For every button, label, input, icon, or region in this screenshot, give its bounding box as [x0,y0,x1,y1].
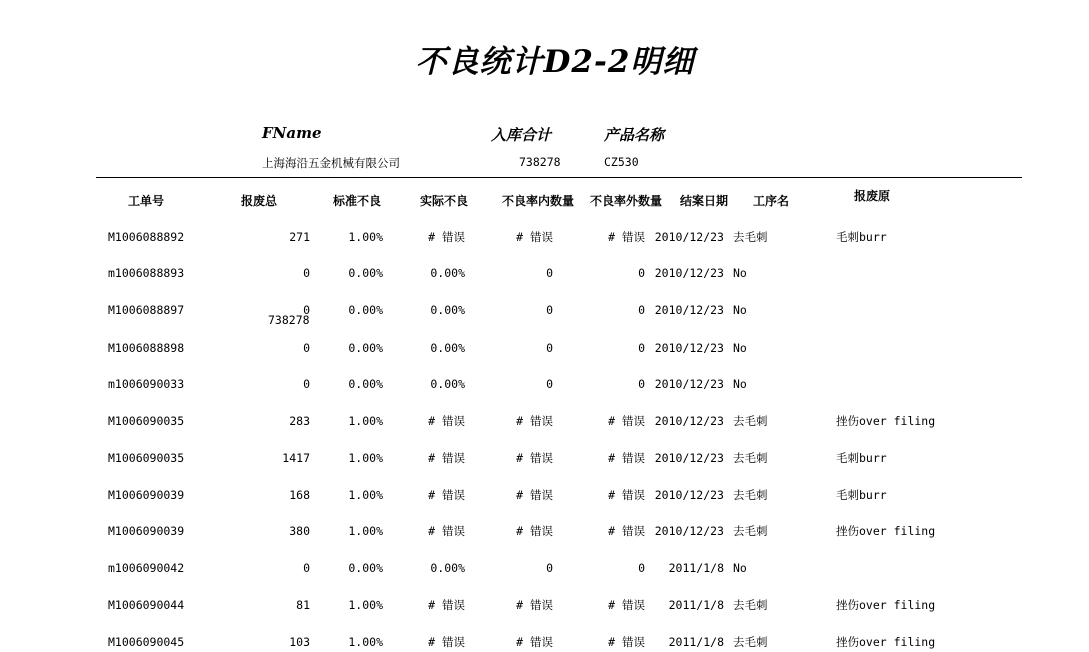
table-row [0,595,1089,615]
within-rate-qty-cell: 0 [546,266,553,280]
order-cell: M1006090035 [108,414,185,428]
table-row [0,374,1089,394]
table-row [0,558,1089,578]
standard-defect-cell: 0.00% [348,303,383,317]
actual-defect-cell: 0.00% [430,561,465,575]
actual-defect-cell: # 错误 [428,635,465,649]
actual-defect-cell: # 错误 [428,524,465,538]
within-rate-qty-cell: # 错误 [516,230,553,244]
order-cell: M1006090039 [108,524,185,538]
scrap-total-cell: 103 [289,635,310,649]
close-date-cell: 2011/1/8 [668,635,724,649]
order-cell: M1006088892 [108,230,185,244]
column-header-standard-defect: 标准不良 [333,194,382,208]
product-label: 产品名称 [604,126,665,144]
scrap-reason-cell: 挫伤over filing [836,414,936,428]
process-cell: 去毛刺 [733,414,768,428]
process-cell: 去毛刺 [733,488,768,502]
actual-defect-cell: # 错误 [428,488,465,502]
outside-rate-qty-cell: # 错误 [608,451,645,465]
column-header-order: 工单号 [128,194,165,208]
table-row [0,300,1089,320]
close-date-cell: 2010/12/23 [654,451,724,465]
close-date-cell: 2010/12/23 [654,414,724,428]
scrap-total-cell: 0 [303,341,310,355]
close-date-cell: 2011/1/8 [668,561,724,575]
outside-rate-qty-cell: 0 [638,377,645,391]
table-row [0,632,1089,652]
fname-label: FName [262,124,322,142]
scrap-total-cell: 0 [303,303,310,317]
scrap-total-cell: 81 [296,598,310,612]
process-cell: 去毛刺 [733,451,768,465]
standard-defect-cell: 1.00% [348,230,383,244]
close-date-cell: 2010/12/23 [654,341,724,355]
column-header-process: 工序名 [753,194,790,208]
within-rate-qty-cell: 0 [546,303,553,317]
outside-rate-qty-cell: # 错误 [608,414,645,428]
order-cell: M1006090035 [108,451,185,465]
within-rate-qty-cell: 0 [546,377,553,391]
scrap-reason-cell: 挫伤over filing [836,524,936,538]
actual-defect-cell: # 错误 [428,230,465,244]
header-divider [96,177,1022,178]
within-rate-qty-cell: # 错误 [516,488,553,502]
order-cell: M1006090044 [108,598,185,612]
scrap-reason-cell: 挫伤over filing [836,635,936,649]
process-cell: No [733,341,747,355]
table-row [0,448,1089,468]
total-value: 738278 [519,155,561,169]
process-cell: No [733,561,747,575]
within-rate-qty-cell: # 错误 [516,524,553,538]
product-value: CZ530 [604,155,639,169]
close-date-cell: 2010/12/23 [654,303,724,317]
standard-defect-cell: 0.00% [348,561,383,575]
standard-defect-cell: 1.00% [348,451,383,465]
standard-defect-cell: 1.00% [348,635,383,649]
standard-defect-cell: 1.00% [348,524,383,538]
standard-defect-cell: 1.00% [348,598,383,612]
within-rate-qty-cell: 0 [546,561,553,575]
scrap-total-cell: 0 [303,561,310,575]
scrap-total-cell: 283 [289,414,310,428]
within-rate-qty-cell: # 错误 [516,451,553,465]
scrap-total-cell: 168 [289,488,310,502]
overlay-total-value: 738278 [268,313,310,327]
report-title: 不良统计D2-2明细 [415,44,695,80]
actual-defect-cell: 0.00% [430,303,465,317]
standard-defect-cell: 0.00% [348,266,383,280]
standard-defect-cell: 0.00% [348,377,383,391]
scrap-total-cell: 380 [289,524,310,538]
close-date-cell: 2010/12/23 [654,488,724,502]
table-row [0,263,1089,283]
order-cell: M1006088897 [108,303,185,317]
scrap-total-cell: 1417 [282,451,310,465]
scrap-total-cell: 0 [303,377,310,391]
outside-rate-qty-cell: # 错误 [608,635,645,649]
scrap-reason-cell: 毛刺burr [836,451,887,465]
actual-defect-cell: # 错误 [428,598,465,612]
process-cell: 去毛刺 [733,635,768,649]
actual-defect-cell: 0.00% [430,266,465,280]
order-cell: M1006088898 [108,341,185,355]
within-rate-qty-cell: # 错误 [516,414,553,428]
outside-rate-qty-cell: # 错误 [608,230,645,244]
actual-defect-cell: # 错误 [428,451,465,465]
within-rate-qty-cell: 0 [546,341,553,355]
outside-rate-qty-cell: 0 [638,341,645,355]
outside-rate-qty-cell: # 错误 [608,598,645,612]
scrap-total-cell: 271 [289,230,310,244]
process-cell: No [733,303,747,317]
outside-rate-qty-cell: 0 [638,303,645,317]
order-cell: M1006090045 [108,635,185,649]
process-cell: No [733,266,747,280]
total-label: 入库合计 [491,126,552,144]
close-date-cell: 2011/1/8 [668,598,724,612]
close-date-cell: 2010/12/23 [654,377,724,391]
column-header-outside-rate-qty: 不良率外数量 [590,194,663,208]
close-date-cell: 2010/12/23 [654,266,724,280]
standard-defect-cell: 1.00% [348,414,383,428]
actual-defect-cell: 0.00% [430,341,465,355]
within-rate-qty-cell: # 错误 [516,635,553,649]
outside-rate-qty-cell: 0 [638,561,645,575]
column-header-close-date: 结案日期 [680,194,729,208]
column-header-scrap-reason: 报废原 [854,189,891,203]
column-header-scrap-total: 报废总 [241,194,278,208]
table-row [0,485,1089,505]
process-cell: No [733,377,747,391]
process-cell: 去毛刺 [733,524,768,538]
table-row [0,338,1089,358]
order-cell: M1006090039 [108,488,185,502]
standard-defect-cell: 1.00% [348,488,383,502]
process-cell: 去毛刺 [733,230,768,244]
process-cell: 去毛刺 [733,598,768,612]
scrap-total-cell: 0 [303,266,310,280]
table-row [0,227,1089,247]
table-row [0,411,1089,431]
outside-rate-qty-cell: # 错误 [608,488,645,502]
scrap-reason-cell: 毛刺burr [836,230,887,244]
order-cell: m1006088893 [108,266,185,280]
scrap-reason-cell: 毛刺burr [836,488,887,502]
scrap-reason-cell: 挫伤over filing [836,598,936,612]
outside-rate-qty-cell: 0 [638,266,645,280]
column-header-within-rate-qty: 不良率内数量 [502,194,575,208]
actual-defect-cell: # 错误 [428,414,465,428]
close-date-cell: 2010/12/23 [654,230,724,244]
order-cell: m1006090042 [108,561,185,575]
outside-rate-qty-cell: # 错误 [608,524,645,538]
actual-defect-cell: 0.00% [430,377,465,391]
within-rate-qty-cell: # 错误 [516,598,553,612]
table-row [0,521,1089,541]
standard-defect-cell: 0.00% [348,341,383,355]
close-date-cell: 2010/12/23 [654,524,724,538]
fname-value: 上海海沿五金机械有限公司 [262,156,400,170]
order-cell: m1006090033 [108,377,185,391]
column-header-actual-defect: 实际不良 [420,194,469,208]
